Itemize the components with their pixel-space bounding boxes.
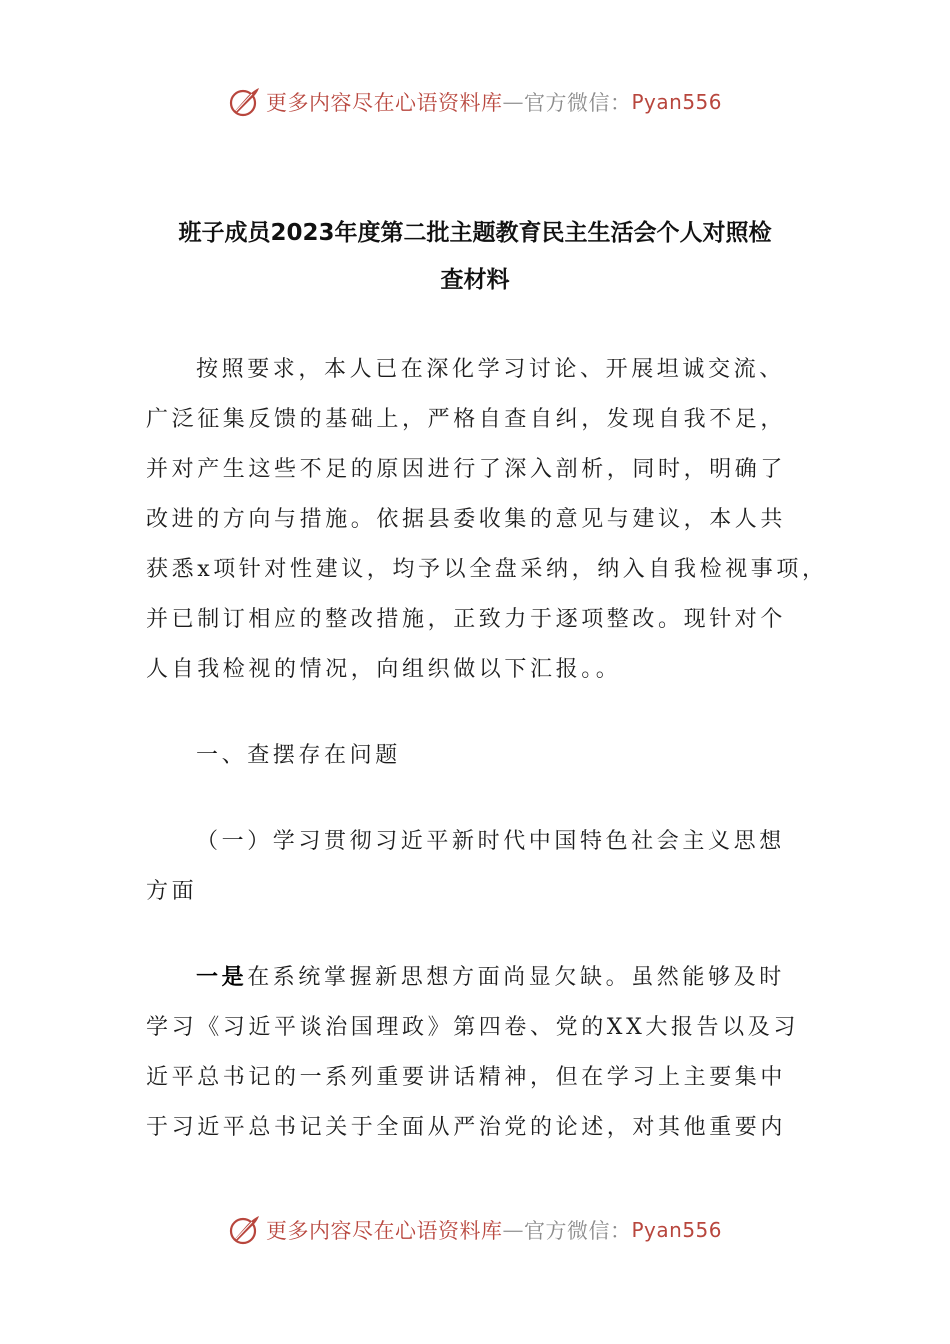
banner-wechat-label: 官方微信： [523,1219,632,1243]
banner-dash: — [502,90,524,114]
point-first-line [196,960,785,991]
point-line: 近平总书记的一系列重要讲话精神，但在学习上主要集中 [146,1065,787,1090]
header-banner [0,82,950,122]
banner-wechat-label: 官方微信： [523,91,632,115]
intro-line: 人自我检视的情况，向组织做以下汇报。。 [146,657,622,682]
banner-wechat-id: Pyan556 [631,1218,722,1242]
footer-banner [0,1210,950,1250]
point-first-text: 在系统掌握新思想方面尚显欠缺。虽然能够及时 [247,965,785,990]
intro-line: 并对产生这些不足的原因进行了深入剖析，同时，明确了 [146,457,787,482]
document-title [140,210,810,304]
quill-pen-logo-icon [228,85,262,119]
quill-pen-logo-icon [228,1213,262,1247]
point-line: 于习近平总书记关于全面从严治党的论述，对其他重要内 [146,1115,787,1140]
section-heading: 一、查摆存在问题 [196,743,401,768]
title-line-1: 班子成员2023年度第二批主题教育民主生活会个人对照检 [178,220,772,246]
point-line: 学习《习近平谈治国理政》第四卷、党的XX大报告以及习 [146,1015,799,1040]
intro-line: 获悉x项针对性建议，均予以全盘采纳，纳入自我检视事项， [146,557,828,582]
intro-line: 并已制订相应的整改措施，正致力于逐项整改。现针对个 [146,607,787,632]
subsection-heading-line-2: 方面 [146,879,198,904]
intro-line: 按照要求，本人已在深化学习讨论、开展坦诚交流、 [196,357,785,382]
banner-wechat-id: Pyan556 [631,90,722,114]
subsection-heading-line-1: （一）学习贯彻习近平新时代中国特色社会主义思想 [196,829,785,854]
banner-dash: — [502,1218,524,1242]
banner-main-text: 更多内容尽在心语资料库 [265,91,503,115]
intro-line: 广泛征集反馈的基础上，严格自查自纠，发现自我不足， [146,407,787,432]
point-lead: 一是 [196,965,248,990]
banner-main-text: 更多内容尽在心语资料库 [265,1219,503,1243]
title-line-2: 查材料 [440,267,510,293]
intro-line: 改进的方向与措施。依据县委收集的意见与建议，本人共 [146,507,787,532]
